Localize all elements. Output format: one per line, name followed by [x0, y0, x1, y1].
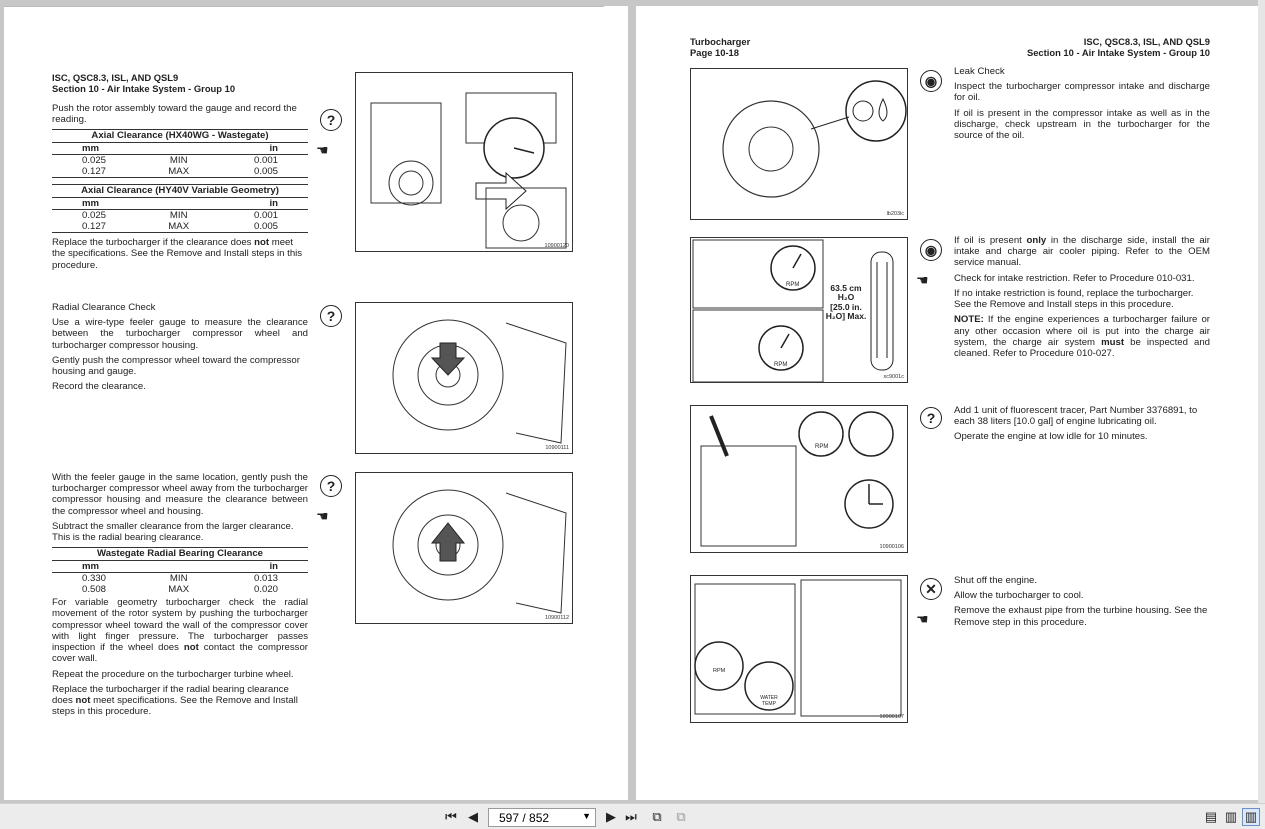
page-number-select[interactable]: [488, 808, 596, 827]
figure-radial-push-in: [355, 302, 573, 454]
header-topic: Turbocharger: [690, 36, 751, 47]
viewer-toolbar: [0, 803, 1265, 829]
header-title: ISC, QSC8.3, ISL, AND QSL9: [1083, 36, 1210, 47]
rpm-label: RPM: [774, 362, 788, 368]
axial-table-variable-geometry: [52, 184, 308, 233]
rpm-label: RPM: [815, 444, 829, 450]
table-cell: 0.127: [52, 166, 136, 178]
engine-tracer-illustration: [691, 406, 908, 553]
tracer-p1: Add 1 unit of fluorescent tracer, Part Number 3376891, to each 38 liters [10.0 gal] of engine lubricating oil.: [954, 405, 1198, 428]
shutdown-p2: Allow the turbocharger to cool.: [954, 590, 1084, 602]
leak-p2: If oil is present in the compressor intake as well as in the discharge, check upstream in the turbocharger for the source of the oil.: [954, 107, 1210, 142]
table-cell: MIN: [169, 154, 188, 166]
rotate-icon[interactable]: ⧉: [652, 809, 662, 824]
bearing-p1: With the feeler gauge in the same location, gently push the turbocharger compressor wheel away from the turbocharger compressor housing and measure the clearance between the compressor wheel and housing.: [52, 472, 308, 517]
table-caption: Axial Clearance (HY40V Variable Geometry): [52, 185, 308, 197]
table-cell: MAX: [136, 166, 220, 178]
unit-in: in: [221, 197, 308, 209]
leak-p1: Inspect the turbocharger compressor intake and discharge for oil.: [954, 81, 1210, 104]
table-cell: 0.005: [221, 221, 308, 233]
intake-restriction-block: [954, 235, 1210, 363]
page-top-rule: [4, 6, 604, 7]
hand-tool-icon: ☚: [316, 142, 329, 158]
figure-number: xc9001c: [883, 373, 904, 380]
restriction-p2: Check for intake restriction. Refer to Procedure 010-031.: [954, 272, 1195, 284]
table-cell: MAX: [136, 221, 220, 233]
table-cell: MIN: [169, 209, 188, 221]
unit-mm: mm: [52, 197, 136, 209]
unit-in: in: [221, 560, 308, 572]
measure-icon: ?: [320, 109, 342, 131]
next-page-button[interactable]: ▶: [606, 809, 616, 824]
radial-bearing-block: [52, 472, 308, 721]
restriction-note: NOTE: If the engine experiences a turbocharger failure or any other occasion where oil is put into the charge air system, the charge air system must be inspected and cleaned. Refer to Procedure 010-027.: [954, 314, 1211, 359]
radial-p2: Gently push the compressor wheel toward the compressor housing and gauge.: [52, 354, 300, 378]
shutdown-block: [954, 575, 1210, 632]
copy-icon[interactable]: ⧉: [676, 809, 686, 824]
figure-intake-restriction: [690, 237, 908, 383]
chevron-down-icon: ▼: [582, 811, 591, 821]
table-cell: 0.001: [253, 209, 278, 221]
table-caption: Wastegate Radial Bearing Clearance: [52, 548, 308, 560]
page-indicator: 597 / 852: [499, 810, 550, 825]
bearing-p5: Replace the turbocharger if the radial bearing clearance does not meet specifications. See the Remove and Install steps in this procedure.: [52, 683, 298, 718]
figure-leak-check: [690, 68, 908, 220]
header-section: Section 10 - Air Intake System - Group 10: [1026, 47, 1210, 58]
axial-intro: Push the rotor assembly toward the gauge and record the reading.: [52, 103, 297, 126]
radial-clearance-block: [52, 302, 308, 397]
table-cell: MIN: [169, 572, 188, 584]
axial-replace-note: Replace the turbocharger if the clearance does not meet the specifications. See the Remove and Install steps in this procedure.: [52, 237, 303, 271]
bearing-p2: Subtract the smaller clearance from the larger clearance. This is the radial bearing clearance.: [52, 520, 294, 544]
leak-title: Leak Check: [954, 66, 1005, 77]
first-page-button[interactable]: ⏮: [445, 809, 457, 824]
wastegate-radial-table: [52, 547, 308, 595]
axial-table-wastegate: [52, 129, 308, 178]
shutdown-p1: Shut off the engine.: [954, 575, 1038, 586]
header-section: Section 10 - Air Intake System - Group 10: [52, 83, 236, 94]
table-cell: 0.025: [82, 209, 107, 221]
table-cell: MAX: [168, 583, 190, 595]
header-left: [52, 72, 235, 94]
previous-page-button[interactable]: ◀: [468, 809, 478, 824]
table-cell: 0.013: [253, 572, 278, 584]
rpm-label: RPM: [713, 668, 726, 674]
measure-icon: ?: [920, 407, 942, 429]
page-left: [4, 6, 628, 800]
compressor-wheel-illustration: [356, 473, 573, 624]
tracer-block: [954, 405, 1210, 447]
single-page-view-icon[interactable]: ▤: [1204, 809, 1218, 824]
manometer-illustration: [691, 238, 908, 383]
radial-p1: Use a wire-type feeler gauge to measure the clearance between the turbocharger compressor wheel and turbocharger compressor housing.: [52, 317, 308, 351]
water-temp-label: WATER TEMP: [760, 695, 778, 707]
tracer-p2: Operate the engine at low idle for 10 minutes.: [954, 431, 1148, 443]
figure-number: 10900107: [879, 713, 904, 720]
figure-number: lb203ic: [886, 210, 904, 217]
vertical-scrollbar[interactable]: [1258, 0, 1265, 803]
table-cell: 0.020: [253, 583, 278, 595]
continuous-view-icon[interactable]: ▥: [1224, 809, 1238, 824]
leak-check-block: [954, 66, 1210, 145]
unit-mm: mm: [52, 560, 136, 572]
bearing-p3: For variable geometry turbocharger check the radial movement of the rotor system by pushing the turbocharger compressor wheel toward the wall of the compressor cover with light finger pressure. The turbocharger passes inspection if the wheel does not contact the compressor cover wall.: [52, 597, 308, 665]
last-page-button[interactable]: ⏭: [625, 809, 637, 824]
restriction-p3: If no intake restriction is found, replace the turbocharger. See the Remove and Install steps in this procedure.: [954, 287, 1194, 311]
table-cell: 0.025: [82, 154, 107, 166]
header-left: [690, 36, 750, 58]
hand-tool-icon: ☚: [316, 508, 329, 524]
hand-tool-icon: ☚: [916, 272, 929, 288]
rpm-label: RPM: [786, 282, 800, 288]
unit-in: in: [221, 142, 308, 154]
table-cell: 0.127: [52, 221, 136, 233]
engine-gauges-illustration: [691, 576, 908, 723]
unit-mm: mm: [52, 142, 136, 154]
header-title: ISC, QSC8.3, ISL, AND QSL9: [52, 72, 179, 83]
page-right: [636, 6, 1258, 800]
hand-tool-icon: ☚: [916, 611, 929, 627]
header-page: Page 10-18: [690, 47, 739, 58]
measure-icon: ?: [320, 475, 342, 497]
table-caption: Axial Clearance (HX40WG - Wastegate): [52, 130, 308, 142]
table-cell: 0.005: [221, 166, 308, 178]
radial-p3: Record the clearance.: [52, 381, 146, 393]
table-cell: 0.508: [82, 583, 107, 595]
eye-inspect-icon: ◉: [920, 70, 942, 92]
measure-icon: ?: [320, 305, 342, 327]
bearing-p4: Repeat the procedure on the turbocharger turbine wheel.: [52, 668, 294, 680]
figure-number: 10900120: [544, 242, 569, 249]
restriction-limit-label: 63.5 cm H₂O [25.0 in. H₂O] Max.: [825, 283, 867, 322]
eye-inspect-icon: ◉: [920, 239, 942, 261]
two-page-view-icon[interactable]: ▥: [1242, 808, 1260, 826]
restriction-p1: If oil is present only in the discharge side, install the air intake and charge air cooler piping. Refer to the OEM service manual.: [954, 235, 1210, 269]
figure-number: 10900112: [544, 614, 569, 621]
figure-number: 10900106: [879, 543, 904, 550]
figure-shutdown: [690, 575, 908, 723]
table-cell: 0.001: [253, 154, 278, 166]
shutdown-p3: Remove the exhaust pipe from the turbine housing. See the Remove step in this procedure.: [954, 605, 1208, 628]
figure-axial-gauge: [355, 72, 573, 252]
turbocharger-oil-illustration: [691, 69, 908, 220]
figure-radial-push-out: [355, 472, 573, 624]
compressor-wheel-illustration: [356, 303, 573, 454]
figure-tracer: [690, 405, 908, 553]
table-cell: 0.330: [82, 572, 107, 584]
header-right: [966, 36, 1210, 58]
radial-title: Radial Clearance Check: [52, 302, 156, 313]
axial-clearance-block: [52, 103, 308, 275]
figure-number: 10900111: [545, 444, 569, 451]
engine-off-icon: ✕: [920, 578, 942, 600]
dial-gauge-illustration: [356, 73, 573, 252]
